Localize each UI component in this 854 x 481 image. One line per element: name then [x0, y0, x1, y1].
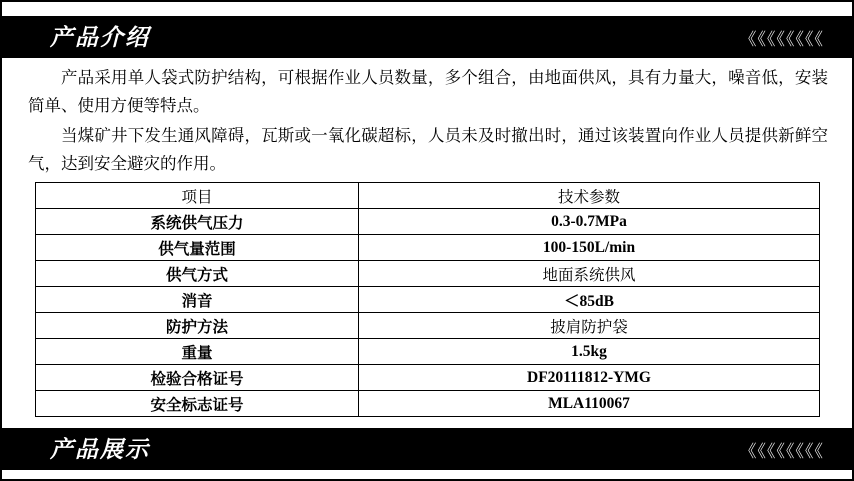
table-row — [36, 339, 820, 365]
table-row — [36, 261, 820, 287]
table-row — [36, 365, 820, 391]
table-cell-item: 供气方式 — [36, 261, 359, 287]
table-cell-item: 防护方法 — [36, 313, 359, 339]
table-cell-value: ＜85dB — [359, 287, 820, 313]
spec-table — [35, 182, 820, 417]
table-row — [36, 313, 820, 339]
table-cell-item: 检验合格证号 — [36, 365, 359, 391]
table-row — [36, 391, 820, 417]
table-cell-value: 100-150L/min — [359, 235, 820, 261]
table-header-value: 技术参数 — [359, 183, 820, 209]
table-header-row — [36, 183, 820, 209]
chevron-decoration-icon: 《《《《《《《《 — [739, 29, 824, 50]
table-cell-value: 1.5kg — [359, 339, 820, 365]
table-cell-item: 重量 — [36, 339, 359, 365]
section-title-display: 产品展示 — [50, 436, 150, 462]
table-header-item: 项目 — [36, 183, 359, 209]
chevron-decoration-icon: 《《《《《《《《 — [739, 441, 824, 462]
section-header-intro — [2, 16, 852, 58]
table-cell-item: 系统供气压力 — [36, 209, 359, 235]
table-cell-value: 披肩防护袋 — [359, 313, 820, 339]
table-cell-value: DF20111812-YMG — [359, 365, 820, 391]
section-title-intro: 产品介绍 — [50, 24, 150, 50]
table-cell-item: 供气量范围 — [36, 235, 359, 261]
table-cell-value: MLA110067 — [359, 391, 820, 417]
intro-paragraph-1: 产品采用单人袋式防护结构，可根据作业人员数量，多个组合，由地面供风，具有力量大，噪音低，安装简单、使用方便等特点。 — [28, 68, 828, 115]
table-row — [36, 209, 820, 235]
section-header-display — [2, 428, 852, 470]
intro-paragraph-2: 当煤矿井下发生通风障碍，瓦斯或一氧化碳超标，人员未及时撤出时，通过该装置向作业人员提供新鲜空气，达到安全避灾的作用。 — [28, 126, 828, 173]
table-cell-item: 安全标志证号 — [36, 391, 359, 417]
table-cell-value: 地面系统供风 — [359, 261, 820, 287]
table-cell-item: 消音 — [36, 287, 359, 313]
table-row — [36, 235, 820, 261]
table-cell-value: 0.3-0.7MPa — [359, 209, 820, 235]
intro-body-text — [28, 64, 828, 180]
table-row — [36, 287, 820, 313]
